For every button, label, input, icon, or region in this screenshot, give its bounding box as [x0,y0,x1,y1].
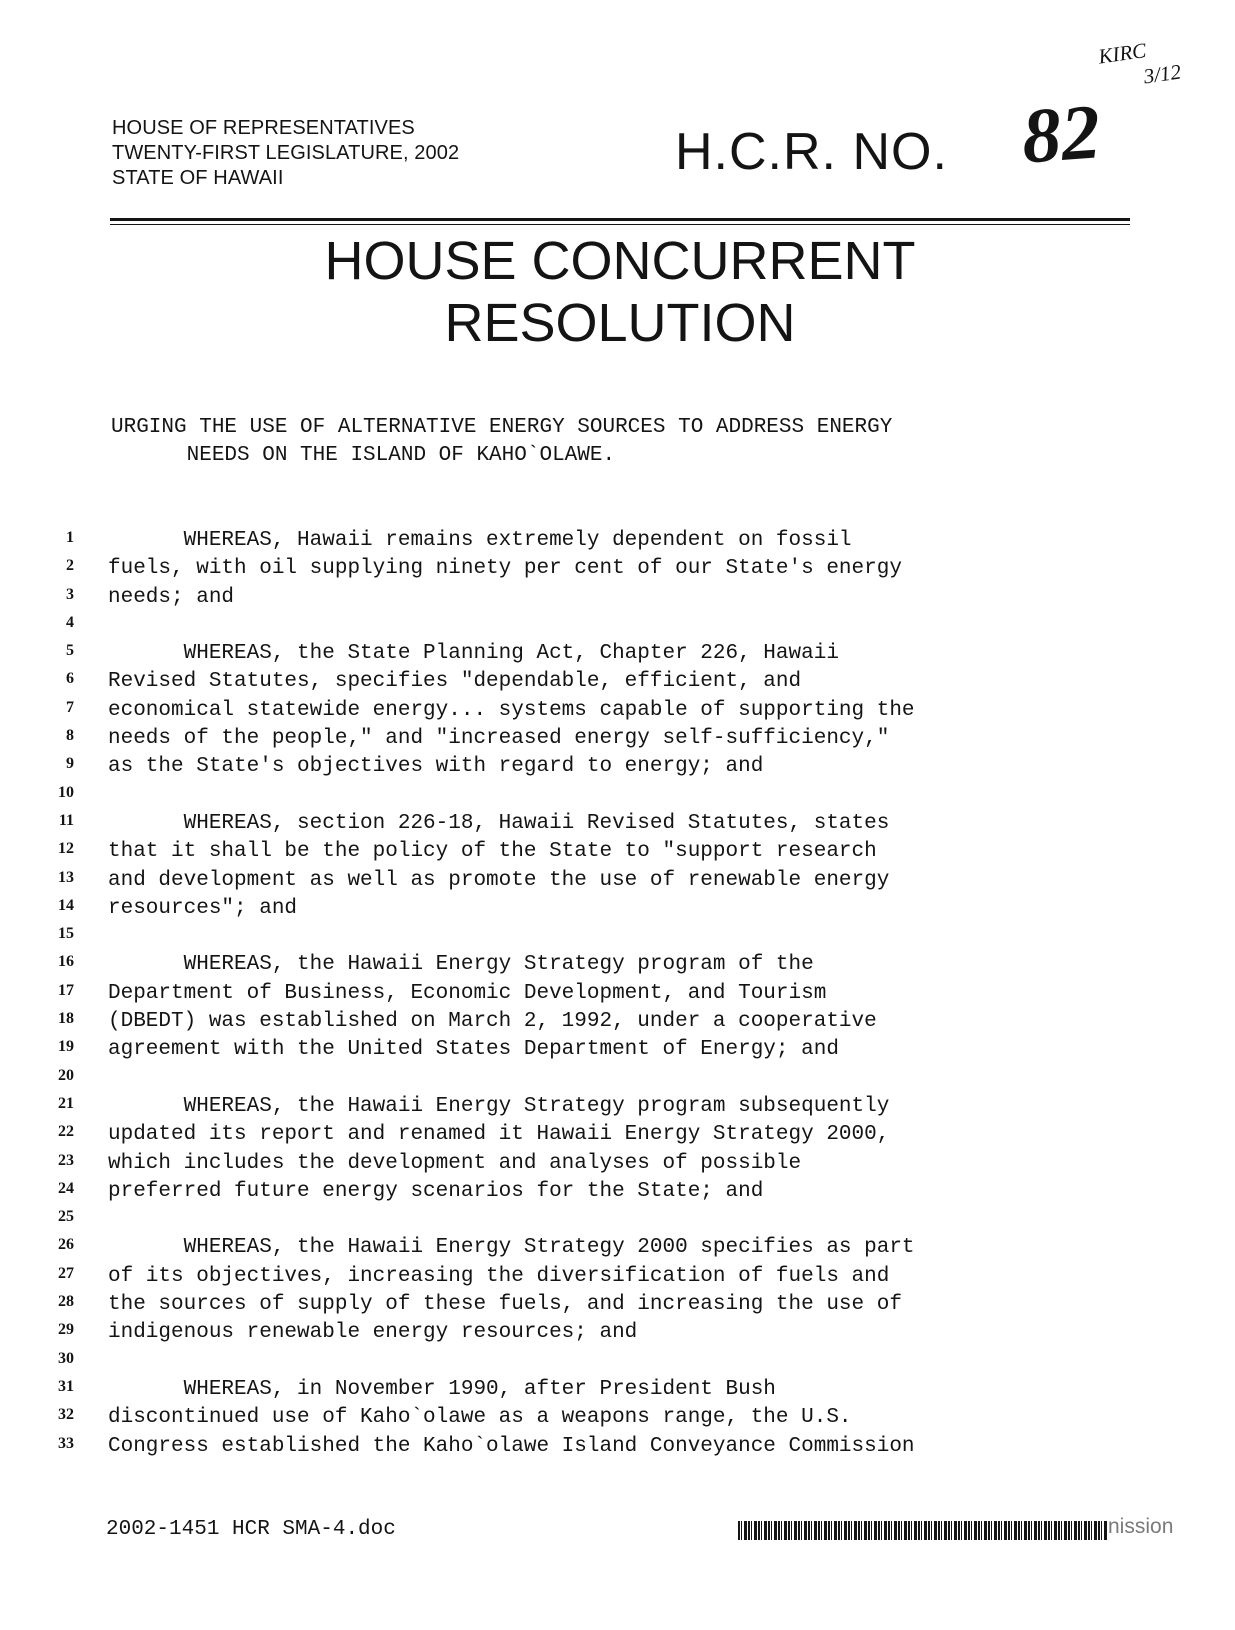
line-number: 10 [58,783,74,801]
body-line [0,1206,1235,1234]
body-line [0,923,1235,951]
line-number: 32 [58,1406,74,1424]
line-number: 12 [58,840,74,858]
body-line [0,1376,1235,1404]
body-line [0,1121,1235,1149]
body-line [0,612,1235,640]
line-number: 26 [58,1236,74,1254]
body-line [0,697,1235,725]
chamber-name: HOUSE OF REPRESENTATIVES [112,117,415,139]
line-text: that it shall be the policy of the State to "support research [108,840,877,864]
line-number: 21 [58,1094,74,1112]
line-number: 23 [58,1151,74,1169]
body-line [0,1234,1235,1262]
line-number: 31 [58,1377,74,1395]
line-text: WHEREAS, the Hawaii Energy Strategy 2000 specifies as part [108,1236,915,1260]
body-line [0,1263,1235,1291]
line-text: WHEREAS, the State Planning Act, Chapter 226, Hawaii [108,642,839,666]
subject-line-1: URGING THE USE OF ALTERNATIVE ENERGY SOURCES TO ADDRESS ENERGY [111,416,893,439]
body-line [0,1036,1235,1064]
body-line [0,951,1235,979]
margin-note-committee: KIRC [1096,38,1148,69]
line-text: (DBEDT) was established on March 2, 1992, under a cooperative [108,1010,877,1034]
body-line [0,1404,1235,1432]
line-number: 9 [66,755,74,773]
line-number: 30 [58,1349,74,1367]
line-text: indigenous renewable energy resources; and [108,1321,638,1345]
body-line [0,527,1235,555]
body-line [0,1178,1235,1206]
line-number: 2 [66,557,74,575]
resolution-subject [111,414,1121,470]
body-line [0,1093,1235,1121]
body-line [0,1348,1235,1376]
line-text: as the State's objectives with regard to energy; and [108,755,764,779]
line-number: 20 [58,1066,74,1084]
bill-number-handwritten: 82 [1019,87,1103,180]
line-number: 15 [58,925,74,943]
line-number: 25 [58,1208,74,1226]
body-line [0,838,1235,866]
line-text: WHEREAS, section 226-18, Hawaii Revised Statutes, states [108,811,890,835]
line-text: WHEREAS, in November 1990, after President Bush [108,1377,776,1401]
line-text: WHEREAS, the Hawaii Energy Strategy program of the [108,953,814,977]
body-line [0,810,1235,838]
numbered-body [0,527,1235,1461]
line-number: 4 [66,613,74,631]
line-text: WHEREAS, the Hawaii Energy Strategy program subsequently [108,1094,890,1118]
body-line [0,1291,1235,1319]
line-number: 3 [66,585,74,603]
line-number: 6 [66,670,74,688]
body-line [0,555,1235,583]
document-title [110,230,1130,354]
line-number: 24 [58,1179,74,1197]
document-id: 2002-1451 HCR SMA-4.doc [106,1518,396,1541]
line-text: preferred future energy scenarios for the State; and [108,1179,764,1203]
body-line [0,1008,1235,1036]
line-number: 18 [58,1010,74,1028]
body-line [0,782,1235,810]
line-number: 17 [58,981,74,999]
body-line [0,725,1235,753]
line-text: needs; and [108,585,235,609]
line-number: 5 [66,642,74,660]
state-name: STATE OF HAWAII [112,167,284,189]
line-number: 19 [58,1038,74,1056]
line-number: 27 [58,1264,74,1282]
line-number: 11 [58,811,74,829]
body-line [0,867,1235,895]
body-line [0,1319,1235,1347]
line-text: which includes the development and analyses of possible [108,1151,802,1175]
line-text: discontinued use of Kaho`olawe as a weapons range, the U.S. [108,1406,852,1430]
line-number: 29 [58,1321,74,1339]
line-number: 16 [58,953,74,971]
body-line [0,584,1235,612]
line-text: needs of the people," and "increased energy self-sufficiency," [108,727,890,751]
line-text: economical statewide energy... systems capable of supporting the [108,698,915,722]
line-number: 22 [58,1123,74,1141]
line-text: Congress established the Kaho`olawe Island Conveyance Commission [108,1434,915,1458]
line-text: the sources of supply of these fuels, and increasing the use of [108,1293,902,1317]
line-text: updated its report and renamed it Hawaii Energy Strategy 2000, [108,1123,890,1147]
header-divider-thin [110,224,1130,225]
line-number: 13 [58,868,74,886]
body-line [0,753,1235,781]
line-text: Revised Statutes, specifies "dependable, efficient, and [108,670,802,694]
body-line [0,980,1235,1008]
header-block [112,116,459,191]
margin-note-date: 3/12 [1142,59,1183,89]
body-line [0,668,1235,696]
bill-label: H.C.R. NO. [675,123,948,181]
line-number: 8 [66,727,74,745]
body-line [0,1150,1235,1178]
line-text: resources"; and [108,896,298,920]
line-text: Department of Business, Economic Development, and Tourism [108,981,827,1005]
line-text: of its objectives, increasing the diversification of fuels and [108,1264,890,1288]
title-line-2: RESOLUTION [444,293,796,353]
line-number: 33 [58,1434,74,1452]
legislature-name: TWENTY-FIRST LEGISLATURE, 2002 [112,142,460,164]
line-text: and development as well as promote the use of renewable energy [108,868,890,892]
line-text: fuels, with oil supplying ninety per cent of our State's energy [108,557,902,581]
line-text: WHEREAS, Hawaii remains extremely dependent on fossil [108,529,852,552]
body-line [0,1065,1235,1093]
line-number: 1 [66,529,74,546]
line-number: 14 [58,896,74,914]
subject-line-2: NEEDS ON THE ISLAND OF KAHO`OLAWE. [111,444,616,467]
handwritten-margin-note [1097,33,1183,96]
watermark-text: nission [1108,1515,1174,1538]
header-divider-thick [110,218,1130,221]
line-number: 7 [66,698,74,716]
body-line [0,1433,1235,1461]
body-line [0,895,1235,923]
title-line-1: HOUSE CONCURRENT [324,231,916,291]
barcode [738,1521,1108,1540]
body-line [0,640,1235,668]
line-text: agreement with the United States Department of Energy; and [108,1038,839,1062]
line-number: 28 [58,1293,74,1311]
